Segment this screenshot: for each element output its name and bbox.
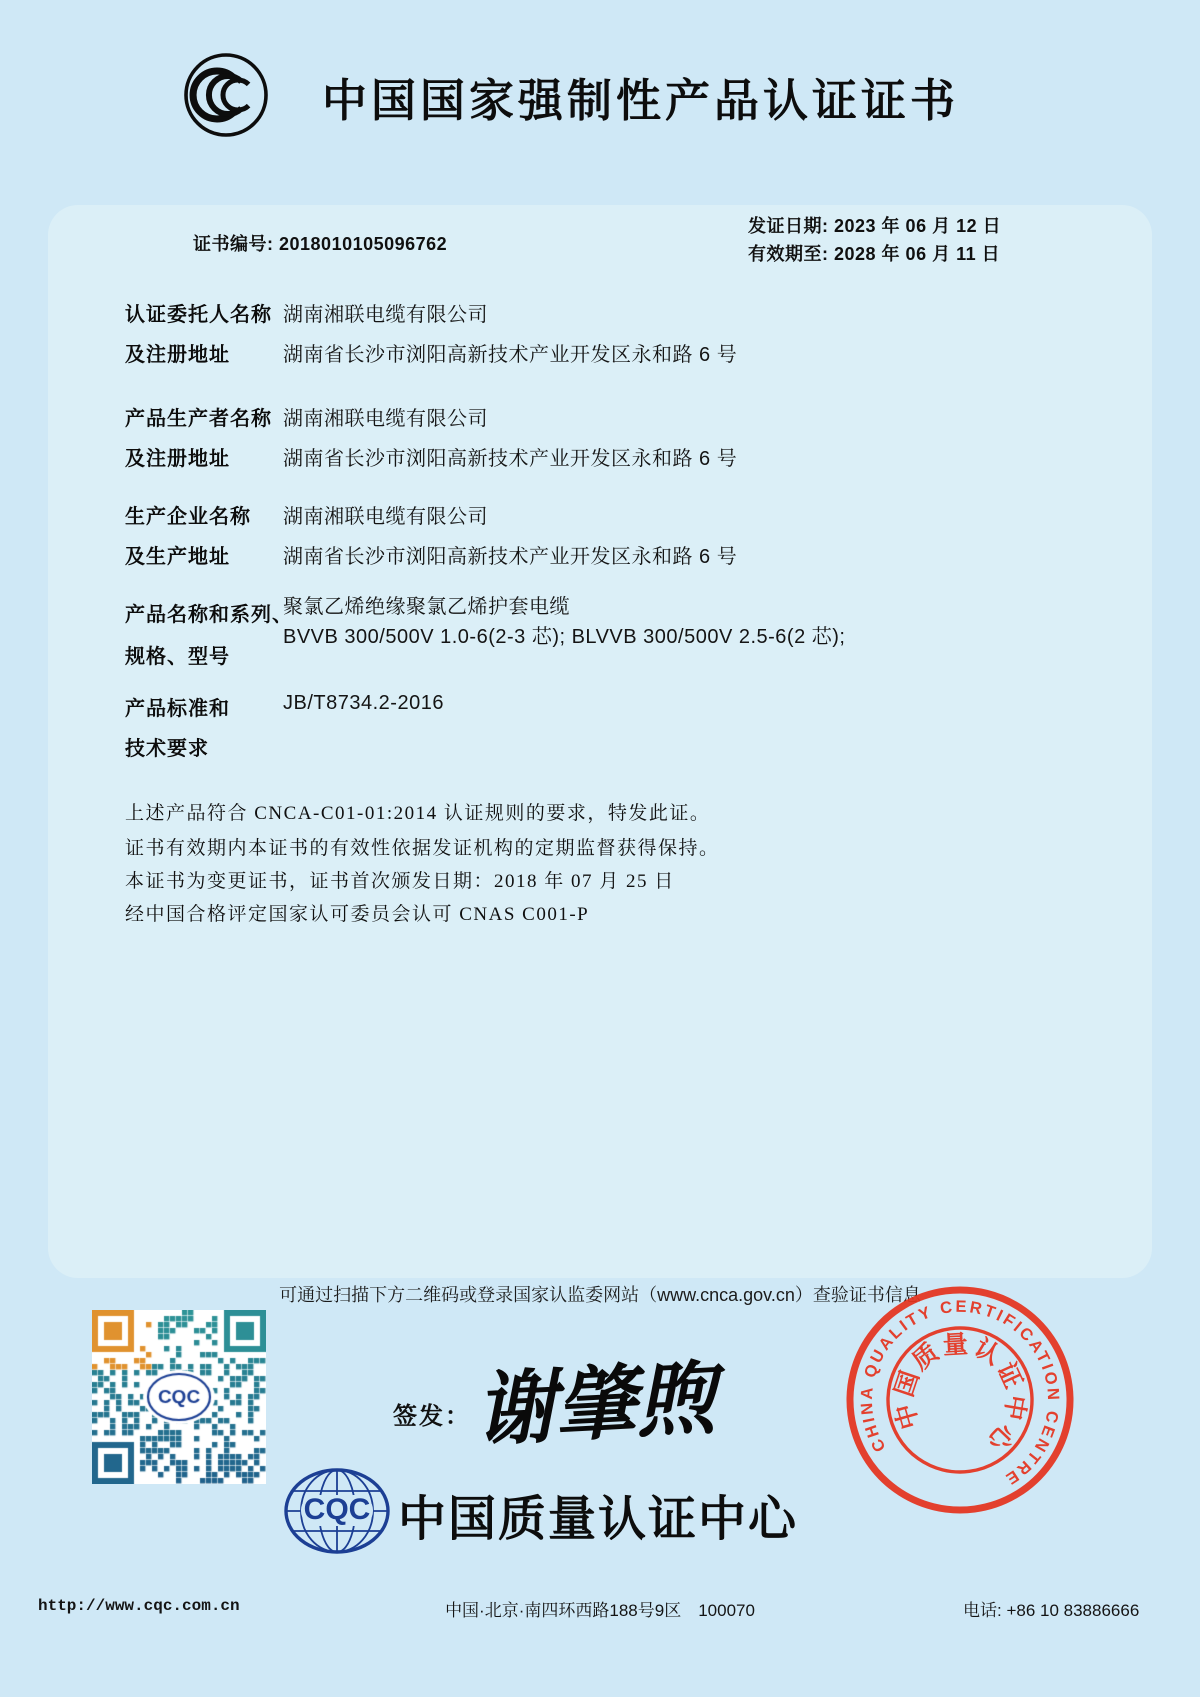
ccc-logo-icon xyxy=(183,52,269,138)
field-label: 及生产地址 xyxy=(125,546,230,568)
stamp-icon xyxy=(843,1283,1077,1517)
signature: 谢肇煦 xyxy=(473,1350,718,1458)
qr-code xyxy=(92,1310,266,1484)
field-value: 湖南省长沙市浏阳高新技术产业开发区永和路 6 号 xyxy=(283,546,738,568)
field-value: JB/T8734.2-2016 xyxy=(283,692,444,714)
footer-phone: 电话: +86 10 83886666 xyxy=(963,1601,1140,1620)
footer-website: http://www.cqc.com.cn xyxy=(38,1597,240,1615)
field-label: 及注册地址 xyxy=(125,344,230,366)
field-value: 湖南湘联电缆有限公司 xyxy=(283,506,488,528)
cert-number-row xyxy=(193,230,447,256)
sign-label: 签发： xyxy=(393,1403,471,1430)
statement-line: 证书有效期内本证书的有效性依据发证机构的定期监督获得保持。 xyxy=(125,838,720,859)
svg-text:CHINA QUALITY CERTIFICATION CE xyxy=(843,1283,1077,1497)
expiry-date-value: 2028 年 06 月 11 日 xyxy=(834,244,1001,264)
expiry-date-label: 有效期至: xyxy=(748,244,829,264)
field-value: 聚氯乙烯绝缘聚氯乙烯护套电缆 xyxy=(283,596,570,618)
certificate-title: 中国国家强制性产品认证证书 xyxy=(322,75,960,126)
cqc-logo-icon xyxy=(281,1464,393,1558)
field-value: 湖南省长沙市浏阳高新技术产业开发区永和路 6 号 xyxy=(283,344,738,366)
field-value: BVVB 300/500V 1.0-6(2-3 芯); BLVVB 300/500V 2.5-6(2 芯); xyxy=(283,626,846,648)
statement-line: 本证书为变更证书，证书首次颁发日期：2018 年 07 月 25 日 xyxy=(125,871,675,892)
field-value: 湖南湘联电缆有限公司 xyxy=(283,408,488,430)
stamp-outer-text: CHINA QUALITY CERTIFICATION CENTRE xyxy=(857,1297,1063,1489)
field-label: 及注册地址 xyxy=(125,448,230,470)
field-label: 规格、型号 xyxy=(125,646,230,668)
field-value: 湖南湘联电缆有限公司 xyxy=(283,304,488,326)
expiry-date-row xyxy=(748,240,1000,266)
field-label: 认证委托人名称 xyxy=(125,304,272,326)
stamp-inner-text: 中国质量认证中心 xyxy=(889,1330,1031,1458)
verify-note: 可通过扫描下方二维码或登录国家认监委网站（www.cnca.gov.cn）查验证书信息 xyxy=(279,1285,921,1305)
cqc-logo-letters: CQC xyxy=(303,1493,371,1526)
field-value: 湖南省长沙市浏阳高新技术产业开发区永和路 6 号 xyxy=(283,448,738,470)
field-label: 产品名称和系列、 xyxy=(125,604,293,626)
field-label: 生产企业名称 xyxy=(125,506,251,528)
issue-date-label: 发证日期: xyxy=(748,216,829,236)
cert-number-value: 2018010105096762 xyxy=(279,234,448,254)
statement-line: 上述产品符合 CNCA-C01-01:2014 认证规则的要求，特发此证。 xyxy=(125,803,711,824)
cert-number-label: 证书编号: xyxy=(193,234,274,254)
field-label: 技术要求 xyxy=(125,738,209,760)
issuer-name: 中国质量认证中心 xyxy=(398,1493,799,1546)
field-label: 产品标准和 xyxy=(125,698,230,720)
field-label: 产品生产者名称 xyxy=(125,408,272,430)
statement-line: 经中国合格评定国家认可委员会认可 CNAS C001-P xyxy=(125,904,590,925)
footer-address: 中国·北京·南四环西路188号9区 100070 xyxy=(445,1601,755,1620)
issue-date-row xyxy=(748,212,1001,238)
issue-date-value: 2023 年 06 月 12 日 xyxy=(834,216,1002,236)
